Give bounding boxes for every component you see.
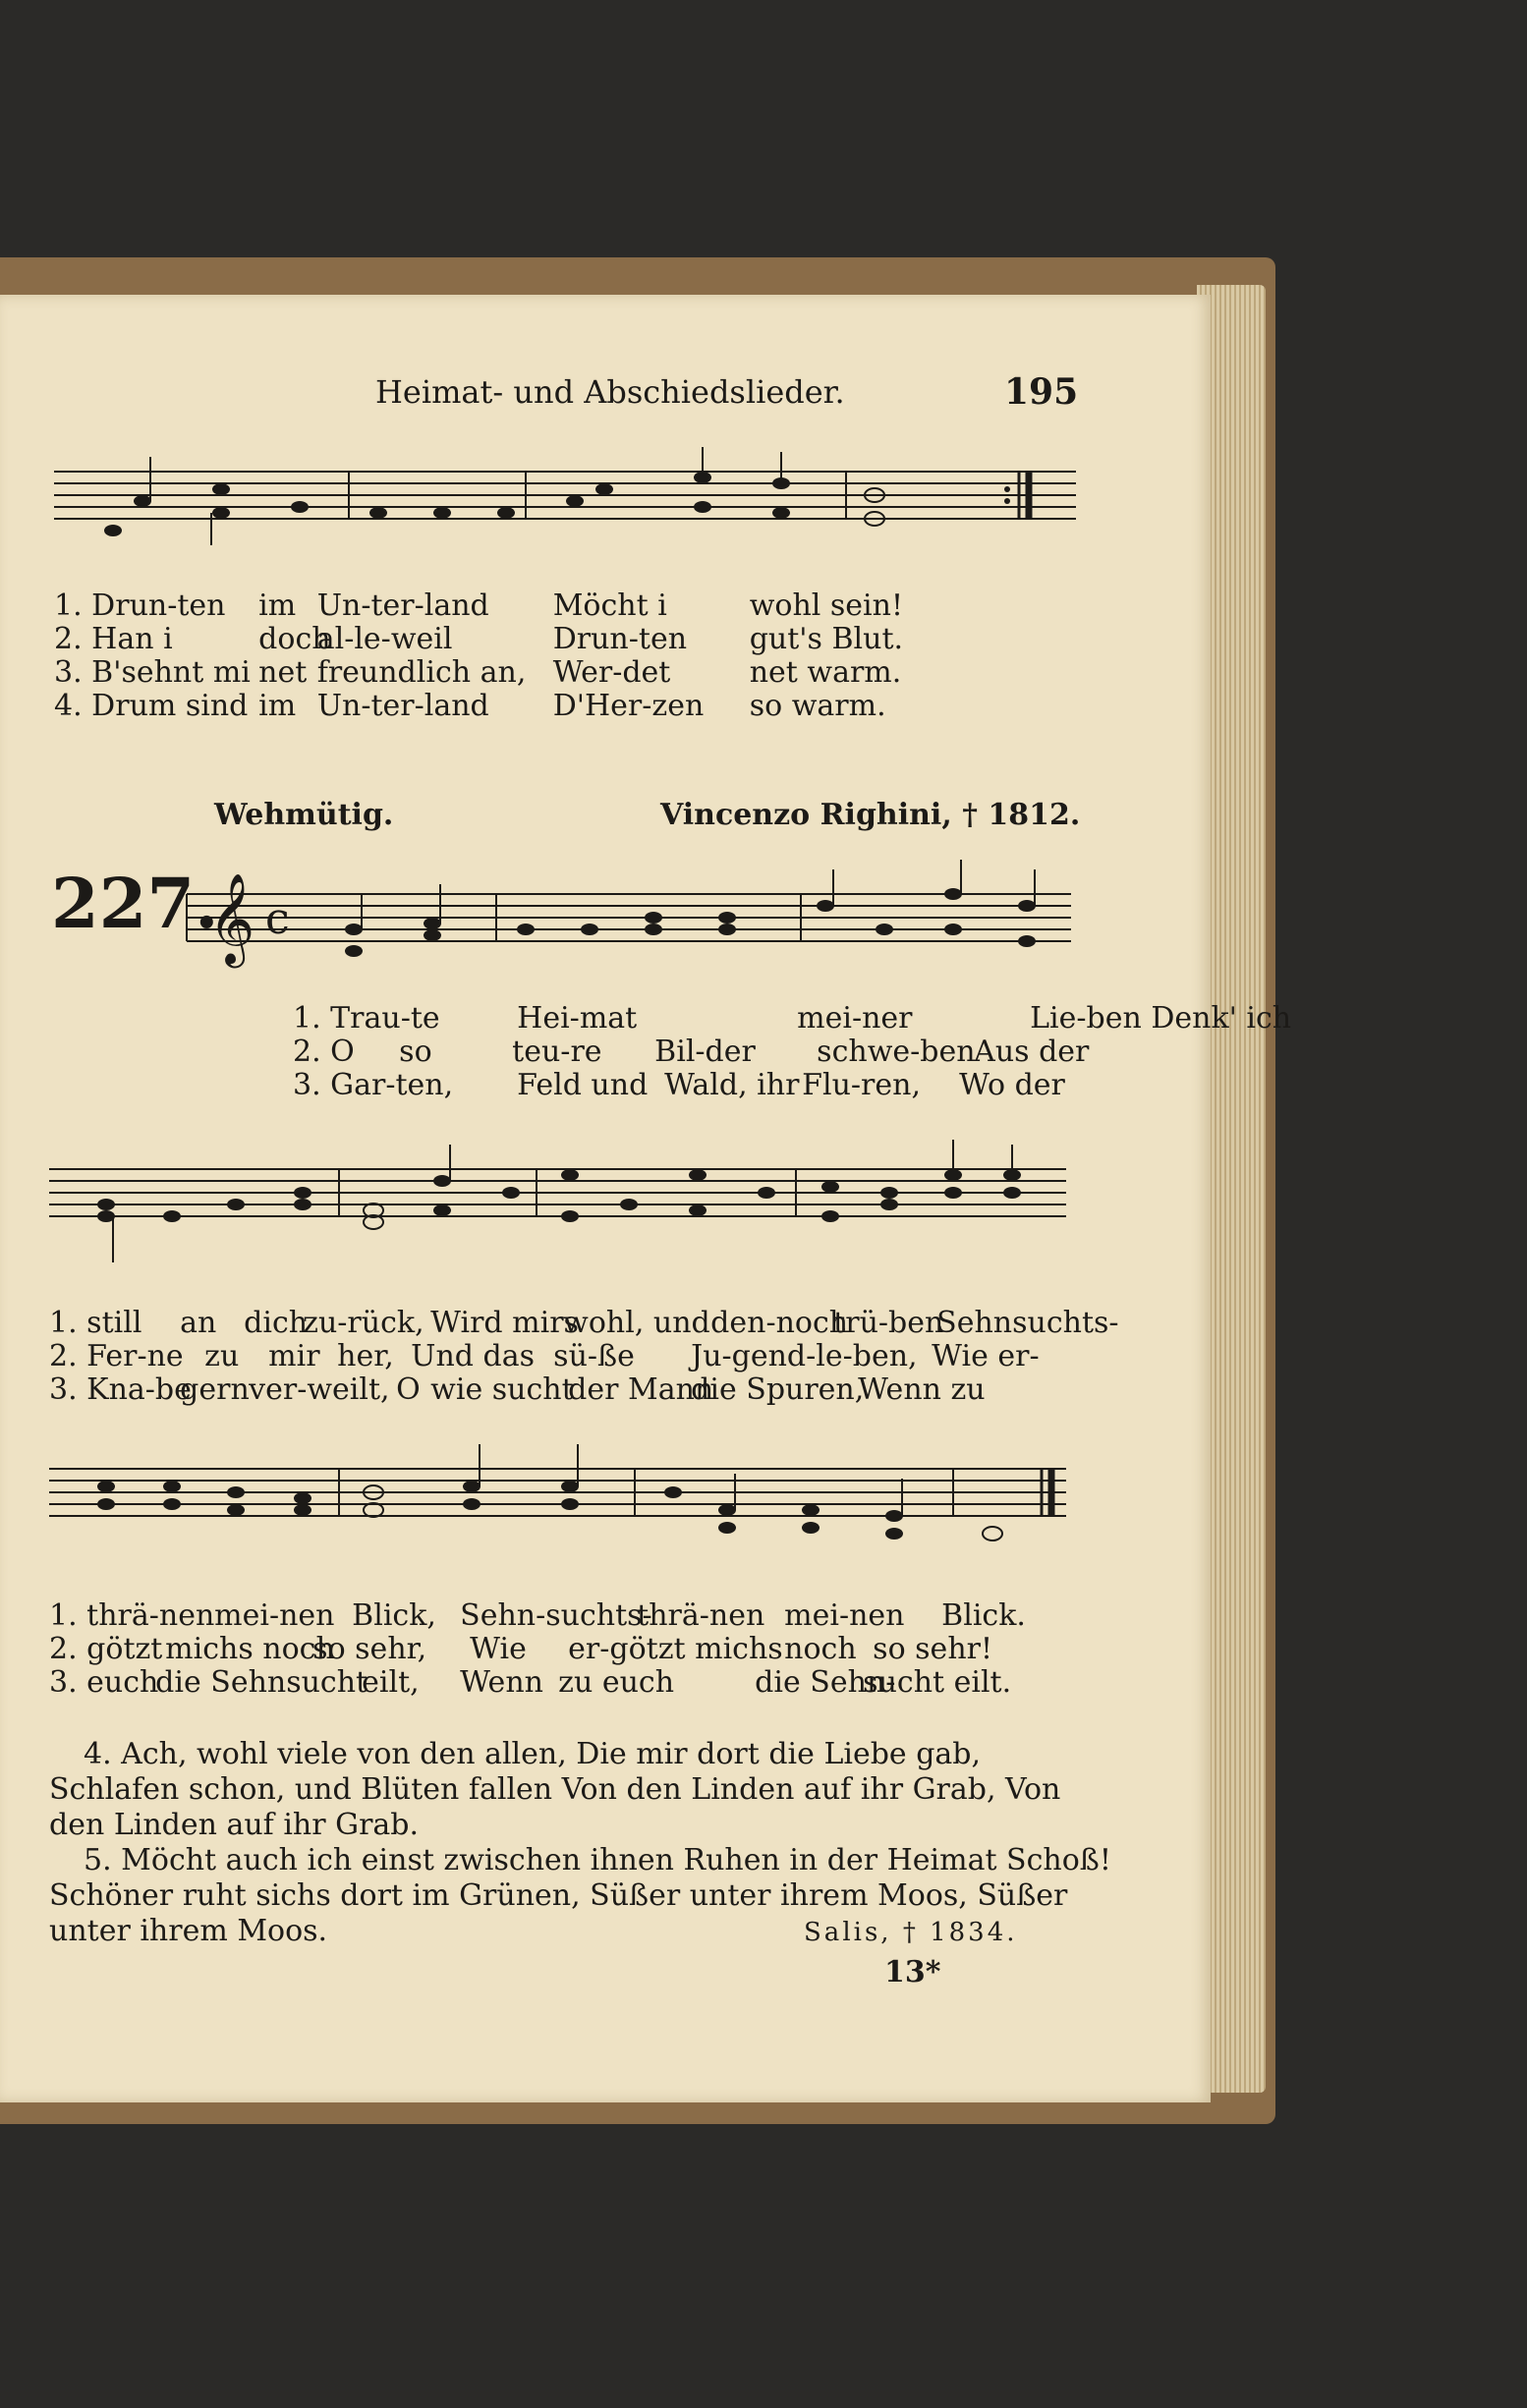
system-3-lyrics xyxy=(49,1599,1026,1700)
svg-text:c: c xyxy=(265,894,290,944)
author-credit: Salis, † 1834. xyxy=(804,1918,1018,1947)
system-1-verse-1: 1. Trau-te Hei-mat mei-ner Lie-ben Denk' ich xyxy=(293,1001,1292,1036)
verse-4-line-1: 4. Ach, wohl viele von den allen, Die mir dort die Liebe gab, xyxy=(84,1737,982,1771)
verse-5-line-1: 5. Möcht auch ich einst zwischen ihnen Ruhen in der Heimat Schoß! xyxy=(84,1843,1111,1877)
prev-verse-4: 4. Drum sind im Un-ter-land D'Her-zen so warm. xyxy=(54,689,886,723)
system-3-staff xyxy=(49,1425,1066,1592)
tempo-marking: Wehmütig. xyxy=(214,798,394,832)
system-1-verse-3: 3. Gar-ten, Feld und Wald, ihrFlu-ren, Wo der xyxy=(293,1068,1065,1102)
system-3-verse-2: 2. götztmichs nochso sehr, Wie er-götzt michsnoch so sehr! xyxy=(49,1632,993,1666)
system-2-verse-2: 2. Fer-ne zu mir her, Und das sü-ße Ju-gend-le-ben, Wie er- xyxy=(49,1339,1040,1373)
system-2-verse-3: 3. Kna-begernver-weilt, O wie suchtder Manndie Spuren,Wenn zu xyxy=(49,1372,986,1407)
prev-song-lyrics xyxy=(54,589,903,723)
system-1-lyrics xyxy=(293,1002,1291,1102)
prev-verse-3: 3. B'sehnt mi net freundlich an, Wer-det net warm. xyxy=(54,655,902,690)
system-1-verse-2: 2. O so teu-re Bil-der schwe-benAus der xyxy=(293,1035,1090,1069)
prev-verse-2: 2. Han i doch al-le-weil Drun-ten gut's Blut. xyxy=(54,622,904,656)
running-title: Heimat- und Abschiedslieder. xyxy=(375,373,845,411)
system-1-staff xyxy=(187,855,1071,1002)
composer-credit: Vincenzo Righini, † 1812. xyxy=(660,798,1081,832)
system-2-lyrics xyxy=(49,1307,1119,1407)
page-number: 195 xyxy=(1004,371,1079,413)
verse-4-cont xyxy=(49,1772,1060,1843)
verse-4 xyxy=(84,1737,1066,1772)
system-3-verse-1: 1. thrä-nenmei-nen Blick, Sehn-suchts-thrä-nen mei-nen Blick. xyxy=(49,1598,1026,1633)
prev-verse-1: 1. Drun-ten im Un-ter-land Möcht i wohl sein! xyxy=(54,588,904,623)
system-2-staff xyxy=(49,1135,1066,1292)
verse-5 xyxy=(84,1843,1111,1878)
verse-5-line-2: Schöner ruht sichs dort im Grünen, Süßer unter ihrem Moos, Süßer xyxy=(49,1878,1068,1913)
prev-song-staff xyxy=(54,447,1076,555)
system-3-verse-3: 3. euchdie Sehnsuchteilt, Wenn zu euch die Sehn-sucht eilt. xyxy=(49,1665,1012,1700)
verse-4-line-2: Schlafen schon, und Blüten fallen Von den Linden auf ihr Grab, Von xyxy=(49,1772,1061,1807)
system-2-verse-1: 1. still an dichzu-rück, Wird mirswohl, undden-nochtrü-benSehnsuchts- xyxy=(49,1306,1119,1340)
hymn-number: 227. xyxy=(51,863,219,944)
signature-mark: 13* xyxy=(884,1955,941,1989)
verse-4-line-3: den Linden auf ihr Grab. xyxy=(49,1808,420,1842)
verse-5-line-3: unter ihrem Moos. xyxy=(49,1914,328,1948)
svg-text:𝄞: 𝄞 xyxy=(208,872,255,964)
